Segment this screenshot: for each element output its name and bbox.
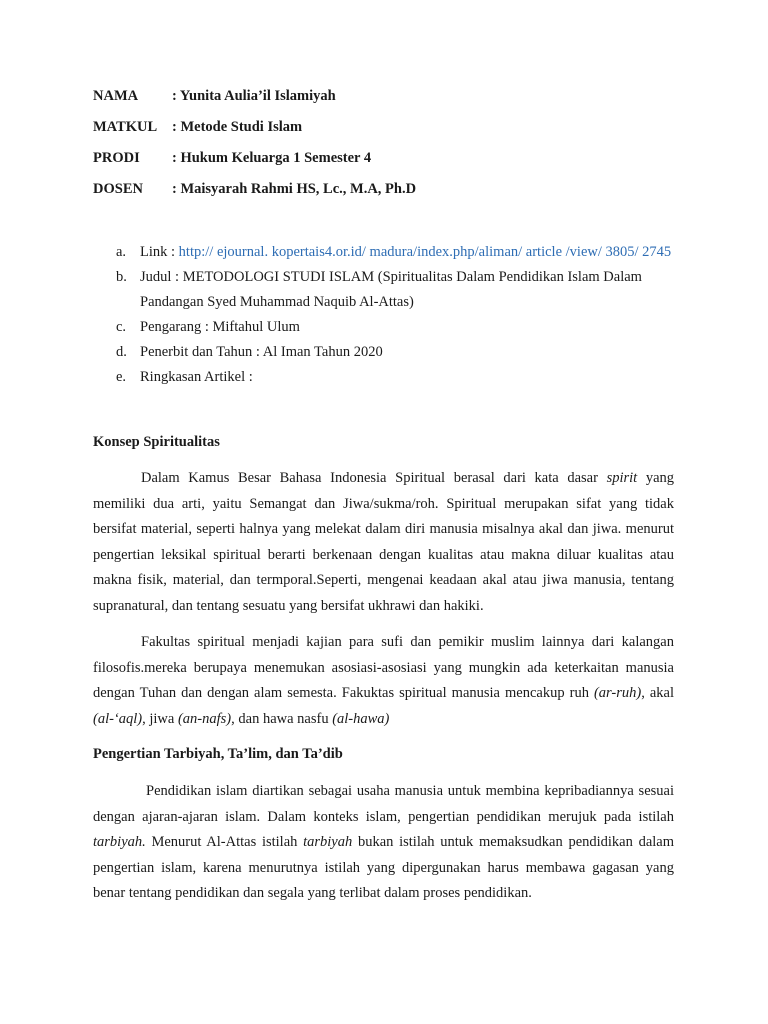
- list-item-penerbit: [116, 340, 676, 365]
- header-matkul: [93, 119, 302, 136]
- dosen-value: : Maisyarah Rahmi HS, Lc., M.A, Ph.D: [172, 181, 417, 197]
- nama-label: NAMA: [93, 88, 139, 104]
- header-nama: [93, 88, 336, 105]
- paragraph-pengertian-1: [93, 779, 674, 907]
- penerbit-text: Penerbit dan Tahun : Al Iman Tahun 2020: [140, 344, 383, 360]
- nama-value: : Yunita Aulia’il Islamiyah: [172, 88, 336, 104]
- list-item-ringkasan: [116, 365, 676, 390]
- section-heading-konsep: Konsep Spiritualitas: [93, 434, 220, 450]
- article-info-list: [116, 240, 676, 390]
- prodi-value: : Hukum Keluarga 1 Semester 4: [172, 150, 372, 166]
- text-span: bukan istilah untuk memaksudkan pendidikan dalam pengertian islam, karena menurutnya istilah yang dipergunakan harus membawa gagasan yang benar tentang pendidikan dan segala yang terlibat dalam proses pendidikan.: [93, 834, 675, 902]
- list-item-judul: [116, 265, 676, 315]
- list-marker: e.: [116, 369, 127, 385]
- link-prefix: Link :: [140, 244, 179, 260]
- italic-term: (an-nafs): [177, 710, 232, 727]
- text-span: Menurut Al-Attas istilah: [145, 834, 304, 851]
- ringkasan-text: Ringkasan Artikel :: [140, 369, 253, 385]
- italic-term: (al-hawa): [332, 710, 390, 727]
- list-item-link: [116, 240, 676, 265]
- italic-term: spirit: [606, 470, 638, 486]
- text-span: , akal: [641, 685, 674, 702]
- text-span: , dan hawa nasfu: [231, 710, 333, 727]
- matkul-label: MATKUL: [93, 119, 158, 135]
- italic-term: tarbiyah.: [93, 834, 146, 851]
- italic-term: tarbiyah: [303, 834, 353, 851]
- header-prodi: [93, 150, 371, 167]
- text-span: Dalam Kamus Besar Bahasa Indonesia Spiritual berasal dari kata dasar: [141, 470, 607, 486]
- list-marker: d.: [116, 344, 127, 360]
- list-marker: a.: [116, 244, 127, 260]
- prodi-label: PRODI: [93, 150, 140, 166]
- paragraph-konsep-1: [93, 466, 674, 620]
- list-item-pengarang: [116, 315, 676, 340]
- text-span: yang memiliki dua arti, yaitu Semangat dan Jiwa/sukma/roh. Spiritual merupakan sifat yang tidak bersifat material, seperti halnya yang melekat dalam diri manusia misalnya akal dan jiwa. menurut pengertian leksikal spiritual berarti berkenaan dengan kualitas atau makna diluar kualitas atau makna fisik, material, dan termporal.Seperti, mengenai keadaan akal atau jiwa manusia, tentang supranatural, dan tentang sesuatu yang bersifat ukhrawi dan hakiki.: [93, 470, 675, 614]
- pengarang-text: Pengarang : Miftahul Ulum: [140, 319, 300, 335]
- article-url-link[interactable]: http:// ejournal. kopertais4.or.id/ madura/index.php/aliman/ article /view/ 3805/ 2745: [178, 244, 672, 260]
- italic-term: (ar-ruh): [593, 685, 642, 702]
- text-span: , jiwa: [142, 710, 178, 727]
- text-span: Pendidikan islam diartikan sebagai usaha manusia untuk membina kepribadiannya sesuai dengan ajaran-ajaran islam. Dalam konteks islam, pengertian pendidikan merujuk pada istilah: [93, 783, 674, 825]
- matkul-value: : Metode Studi Islam: [172, 119, 303, 135]
- list-marker: b.: [116, 269, 127, 285]
- list-marker: c.: [116, 319, 127, 335]
- dosen-label: DOSEN: [93, 181, 143, 197]
- italic-term: (al-‘aql): [93, 710, 143, 727]
- text-span: Fakultas spiritual menjadi kajian para sufi dan pemikir muslim lainnya dari kalangan filosofis.mereka berupaya menemukan asosiasi-asosiasi yang mungkin ada keterkaitan manusia dengan Tuhan dan dengan alam semesta. Fakuktas spiritual manusia mencakup ruh: [93, 634, 674, 702]
- paragraph-konsep-2: [93, 630, 674, 732]
- section-heading-pengertian: Pengertian Tarbiyah, Ta’lim, dan Ta’dib: [93, 746, 343, 762]
- judul-text: Judul : METODOLOGI STUDI ISLAM (Spiritualitas Dalam Pendidikan Islam Dalam Pandangan Syed Muhammad Naquib Al-Attas): [140, 269, 642, 310]
- header-dosen: [93, 181, 416, 198]
